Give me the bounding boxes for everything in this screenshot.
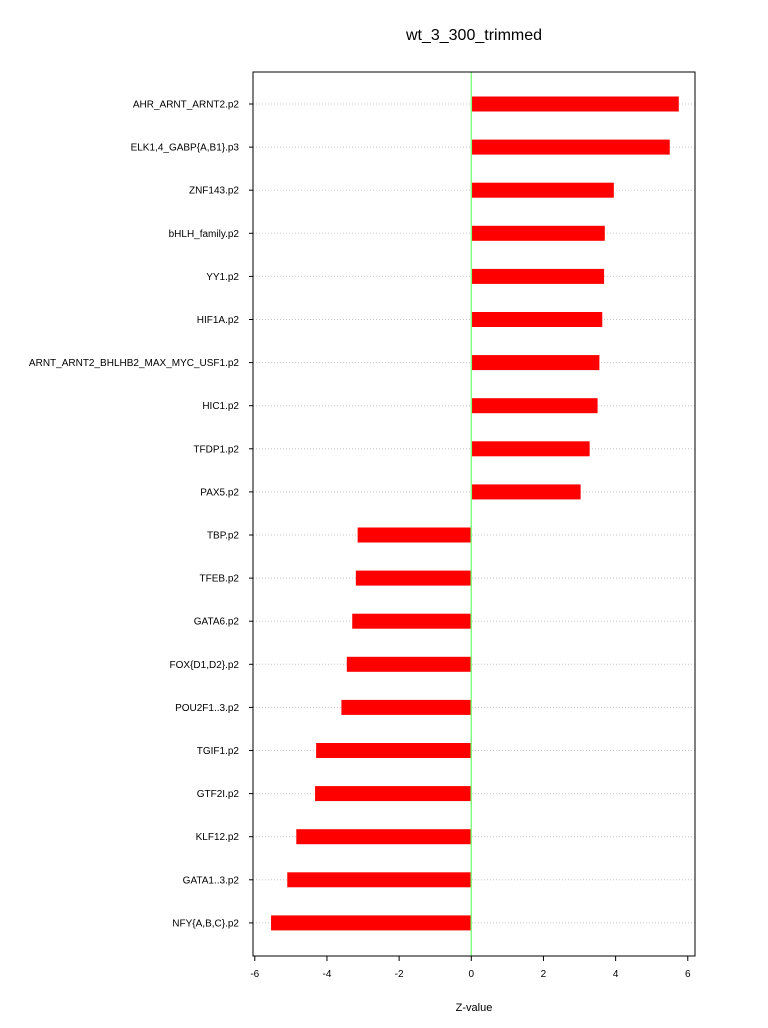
x-axis <box>250 956 691 980</box>
x-tick-label: -4 <box>322 969 332 980</box>
category-label: GATA6.p2 <box>193 616 239 628</box>
x-tick-label: -6 <box>250 969 260 980</box>
category-labels <box>29 100 253 930</box>
bar <box>358 528 472 543</box>
category-label: ARNT_ARNT2_BHLHB2_MAX_MYC_USF1.p2 <box>28 358 239 370</box>
category-label: HIC1.p2 <box>202 401 239 413</box>
x-tick-label: -2 <box>394 969 404 980</box>
bar <box>315 786 471 801</box>
category-label: POU2F1..3.p2 <box>175 702 239 714</box>
bar <box>471 140 669 155</box>
x-tick-label: 2 <box>540 969 547 980</box>
bars <box>271 97 679 931</box>
bar <box>471 355 599 370</box>
category-label: NFY{A,B,C}.p2 <box>172 918 239 930</box>
bar <box>356 571 471 586</box>
category-label: GATA1..3.p2 <box>182 875 239 887</box>
category-label: HIF1A.p2 <box>196 315 239 326</box>
category-label: TFDP1.p2 <box>193 444 239 456</box>
x-axis-title: Z-value <box>455 1002 493 1014</box>
bar <box>471 97 678 112</box>
bar <box>471 484 580 499</box>
category-label: PAX5.p2 <box>200 487 239 499</box>
category-label: bHLH_family.p2 <box>168 228 239 240</box>
category-label: YY1.p2 <box>206 271 239 283</box>
x-tick-label: 0 <box>468 969 475 980</box>
bar <box>352 614 471 629</box>
chart-title: wt_3_300_trimmed <box>405 27 543 44</box>
bar <box>471 269 604 284</box>
category-label: TBP.p2 <box>206 530 239 542</box>
x-tick-label: 4 <box>612 969 619 980</box>
bar <box>347 657 471 672</box>
category-label: AHR_ARNT_ARNT2.p2 <box>132 99 239 111</box>
bar <box>471 312 602 327</box>
category-label: ELK1,4_GABP{A,B1}.p3 <box>130 142 239 154</box>
category-label: KLF12.p2 <box>195 832 239 844</box>
bar <box>271 915 471 930</box>
category-label: GTF2I.p2 <box>196 789 239 801</box>
bar <box>471 183 614 198</box>
category-label: TGIF1.p2 <box>196 746 239 757</box>
bar <box>471 398 597 413</box>
x-tick-label: 6 <box>685 969 691 980</box>
bar <box>296 829 471 844</box>
bar <box>287 872 471 887</box>
bar <box>341 700 471 715</box>
category-label: TFEB.p2 <box>199 573 239 585</box>
category-label: ZNF143.p2 <box>188 185 239 197</box>
bar <box>471 226 605 241</box>
bar <box>316 743 471 758</box>
bar <box>471 441 589 456</box>
plot-frame <box>253 72 695 956</box>
category-label: FOX{D1,D2}.p2 <box>169 659 239 671</box>
